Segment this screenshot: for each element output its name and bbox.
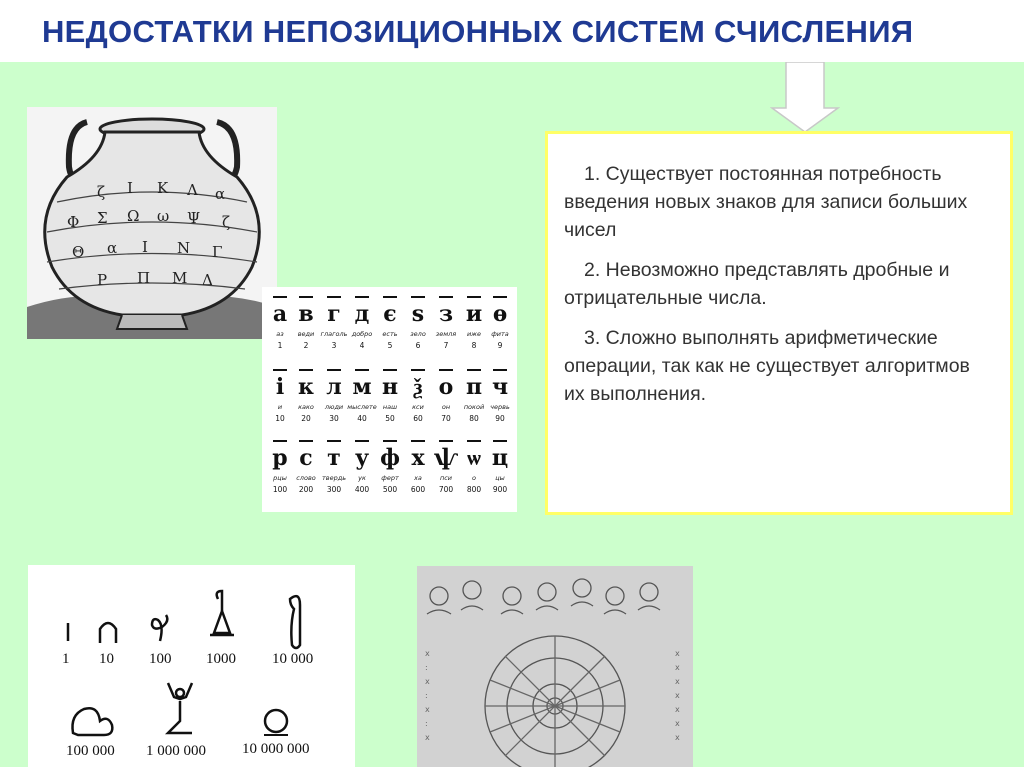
cyrillic-letter-value: 8 (471, 341, 477, 350)
svg-text:α: α (215, 185, 226, 203)
cyrillic-letter-value: 50 (385, 414, 395, 423)
svg-text:Σ: Σ (97, 209, 108, 227)
cyrillic-letter-value: 60 (413, 414, 423, 423)
svg-text:Γ: Γ (212, 243, 223, 261)
egyptian-value-label: 1 000 000 (146, 743, 206, 759)
cyrillic-letter-value: 70 (441, 414, 451, 423)
cyrillic-glyph: ѳ (492, 301, 508, 327)
svg-text:Λ: Λ (187, 181, 198, 199)
cyrillic-letter-value: 7 (443, 341, 449, 350)
cyrillic-letter-value: 500 (382, 485, 398, 494)
cyrillic-letter-name: глаголь (320, 330, 348, 338)
cyrillic-glyph: ф (380, 445, 400, 471)
cyrillic-letter-name: фита (491, 330, 509, 338)
svg-text:x: x (675, 733, 680, 742)
drawback-item (564, 160, 994, 244)
drawback-text: 1. Существует постоянная потребность введения новых знаков для записи больших чисел (564, 163, 968, 241)
svg-text:x: x (675, 663, 680, 672)
cyrillic-letter-value: 10 (275, 414, 285, 423)
cyrillic-glyph: і (275, 374, 285, 400)
cyrillic-letter-name: слово (296, 474, 316, 482)
svg-text:x: x (675, 705, 680, 714)
down-arrow-icon (770, 62, 840, 134)
cyrillic-letter-name: зело (410, 330, 426, 338)
cyrillic-glyph: ѕ (411, 301, 425, 327)
svg-text:Ρ: Ρ (97, 271, 108, 289)
svg-text::: : (425, 719, 428, 728)
cyrillic-letter-value: 9 (497, 341, 503, 350)
cyrillic-glyph: м (352, 374, 372, 400)
cyrillic-letter-value: 40 (357, 414, 367, 423)
cyrillic-letter-name: ха (414, 474, 422, 482)
svg-text:x: x (675, 677, 680, 686)
egyptian-value-label: 10 000 000 (242, 741, 310, 757)
cyrillic-letter-name: и (277, 403, 283, 411)
cyrillic-letter-name: ук (358, 474, 366, 482)
cyrillic-letter-name: наш (382, 403, 398, 411)
cyrillic-letter-name: червь (490, 403, 510, 411)
egyptian-value-label: 1000 (206, 651, 236, 667)
cyrillic-letter-name: добро (351, 330, 373, 338)
cyrillic-glyph: и (465, 301, 483, 327)
zodiac-engraving-image (417, 566, 693, 767)
drawback-text: 3. Сложно выполнять арифметические операции, так как не существует алгоритмов их выполнения. (564, 327, 970, 405)
svg-text:x: x (675, 719, 680, 728)
cyrillic-letter-value: 20 (301, 414, 311, 423)
svg-text:x: x (675, 691, 680, 700)
cyrillic-glyph: ѯ (413, 374, 423, 400)
cyrillic-glyph: є (383, 301, 397, 327)
egyptian-value-label: 100 (149, 651, 172, 667)
cyrillic-glyph: г (327, 301, 341, 327)
cyrillic-glyph: ѱ (433, 445, 459, 471)
svg-text::: : (425, 663, 428, 672)
svg-text:Φ: Φ (67, 213, 80, 231)
cyrillic-glyph: ѡ (467, 445, 481, 471)
cyrillic-letter-name: о (472, 474, 476, 482)
cyrillic-letter-value: 5 (387, 341, 393, 350)
cyrillic-letter-value: 400 (354, 485, 370, 494)
cyrillic-letter-name: иже (466, 330, 482, 338)
cyrillic-glyph: л (326, 374, 342, 400)
svg-text:ω: ω (157, 207, 170, 225)
title-bar (0, 0, 1024, 62)
drawbacks-list (545, 131, 1013, 515)
cyrillic-glyph: с (299, 445, 313, 471)
svg-text:α: α (107, 239, 118, 257)
svg-text:Ι: Ι (127, 179, 133, 197)
cyrillic-letter-value: 90 (495, 414, 505, 423)
cyrillic-glyph: ц (491, 445, 509, 471)
cyrillic-glyph: о (438, 374, 454, 400)
cyrillic-letter-name: аз (276, 330, 284, 338)
cyrillic-letter-value: 6 (415, 341, 421, 350)
cyrillic-glyph: з (438, 301, 454, 327)
egyptian-value-label: 100 000 (66, 743, 115, 759)
cyrillic-letter-name: он (441, 403, 451, 411)
svg-text:Ν: Ν (177, 239, 191, 257)
cyrillic-letter-value: 300 (326, 485, 342, 494)
cyrillic-letter-name: кси (412, 403, 424, 411)
cyrillic-letter-value: 1 (277, 341, 283, 350)
cyrillic-glyph: д (354, 301, 370, 327)
cyrillic-letter-name: пси (439, 474, 453, 482)
cyrillic-letter-name: люди (324, 403, 344, 411)
cyrillic-letter-name: мыслете (347, 403, 377, 411)
egyptian-value-label: 10 000 (272, 651, 314, 667)
cyrillic-letter-value: 600 (410, 485, 426, 494)
drawback-item (564, 256, 994, 312)
svg-text:Θ: Θ (72, 243, 85, 261)
svg-text::: : (425, 691, 428, 700)
cyrillic-glyph: ч (491, 374, 509, 400)
cyrillic-letter-value: 80 (469, 414, 479, 423)
drawback-text: 2. Невозможно представлять дробные и отрицательные числа. (564, 259, 950, 309)
svg-text:Ι: Ι (142, 238, 148, 256)
cyrillic-letter-value: 700 (438, 485, 454, 494)
slide-title: НЕДОСТАТКИ НЕПОЗИЦИОННЫХ СИСТЕМ СЧИСЛЕНИЯ (42, 14, 914, 49)
cyrillic-glyph: р (272, 445, 288, 471)
svg-text:ζ: ζ (222, 213, 231, 231)
cyrillic-letter-value: 2 (303, 341, 309, 350)
cyrillic-letter-name: ферт (381, 474, 399, 482)
svg-text:Ω: Ω (127, 207, 140, 225)
cyrillic-letter-value: 4 (359, 341, 365, 350)
cyrillic-letter-name: како (298, 403, 314, 411)
svg-text:Π: Π (137, 269, 151, 287)
svg-text:Ψ: Ψ (187, 209, 201, 227)
cyrillic-letter-name: покой (463, 403, 485, 411)
svg-text:x: x (675, 649, 680, 658)
cyrillic-numerals-table (262, 287, 517, 512)
drawback-item (564, 324, 994, 408)
svg-text:x: x (425, 649, 430, 658)
cyrillic-glyph: а (272, 301, 288, 327)
egyptian-numerals-image (28, 565, 355, 767)
cyrillic-letter-value: 800 (466, 485, 482, 494)
egyptian-value-label: 1 (62, 651, 70, 667)
cyrillic-glyph: у (354, 445, 370, 471)
egyptian-value-label: 10 (99, 651, 114, 667)
ancient-vase-image (27, 107, 277, 339)
svg-text:Δ: Δ (202, 271, 213, 289)
cyrillic-letter-name: рцы (273, 474, 287, 482)
cyrillic-letter-name: цы (495, 474, 505, 482)
svg-text:Κ: Κ (157, 179, 169, 197)
cyrillic-letter-name: твердь (321, 474, 347, 482)
svg-text:ζ: ζ (97, 183, 106, 201)
cyrillic-glyph: х (411, 445, 425, 471)
cyrillic-letter-value: 900 (492, 485, 508, 494)
svg-text:x: x (425, 705, 430, 714)
cyrillic-glyph: н (381, 374, 399, 400)
cyrillic-glyph: т (327, 445, 341, 471)
cyrillic-letter-name: земля (435, 330, 457, 338)
cyrillic-letter-value: 200 (298, 485, 314, 494)
cyrillic-letter-value: 30 (329, 414, 339, 423)
cyrillic-letter-value: 100 (272, 485, 288, 494)
cyrillic-letter-name: веди (297, 330, 315, 338)
cyrillic-letter-value: 3 (331, 341, 337, 350)
cyrillic-glyph: п (465, 374, 483, 400)
svg-text:x: x (425, 677, 430, 686)
cyrillic-glyph: в (298, 301, 314, 327)
svg-text:x: x (425, 733, 430, 742)
cyrillic-letter-name: есть (382, 330, 398, 338)
cyrillic-glyph: к (298, 374, 314, 400)
svg-text:Μ: Μ (172, 269, 188, 287)
